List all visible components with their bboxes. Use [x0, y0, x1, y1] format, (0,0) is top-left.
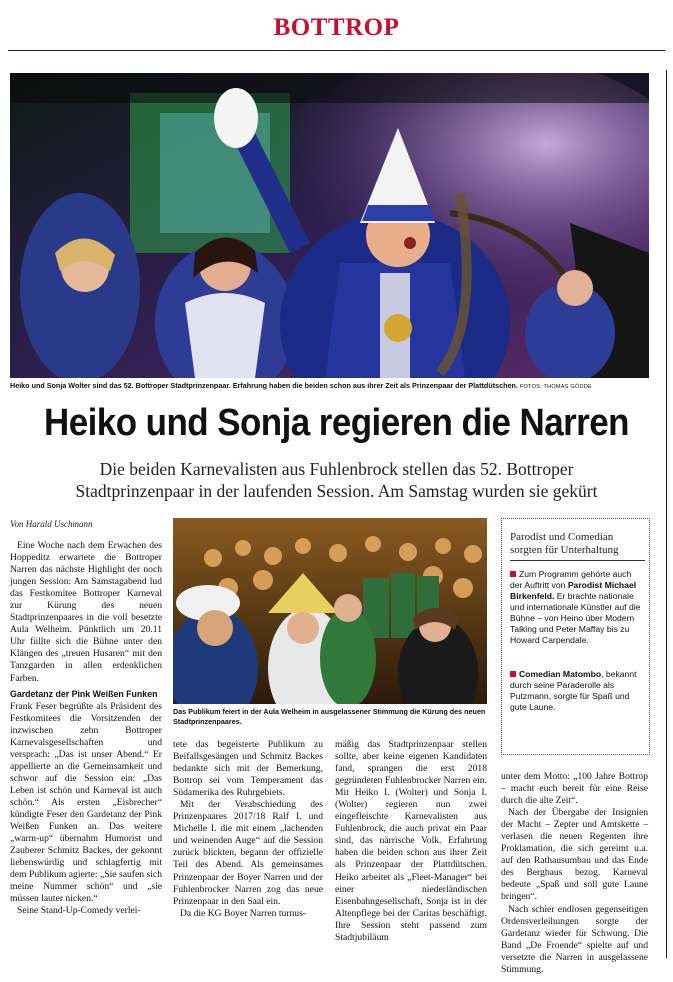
subheadline: [40, 458, 633, 502]
info-box-divider: [510, 560, 645, 561]
hero-caption: [10, 381, 650, 392]
crowd-photo: [173, 518, 487, 704]
paragraph: Seine Stand-Up-Comedy verlei-: [17, 905, 141, 917]
article-column-1: [10, 540, 162, 917]
info-box-title: Parodist und Comedian sorgten für Unterhaltung: [510, 531, 619, 556]
article-column-3: [335, 739, 487, 944]
bullet-square-icon: [510, 671, 516, 677]
headline: Heiko und Sonja regieren die Narren: [44, 402, 629, 444]
right-column-divider: [666, 70, 667, 958]
paragraph: tete das begeisterte Publikum zu Beifallsgesängen und Schmitz Backes bedankte sich mit der Bemerkung, Bottrop sei vom Temperament das Südamerika des Ruhrgebiets.: [173, 739, 323, 799]
byline: Von Harald Uschmann: [10, 519, 93, 529]
header-divider: [8, 50, 665, 51]
paragraph: Da die KG Boyer Narren turnus-: [180, 907, 307, 919]
subhead: Gardetanz der Pink Weißen Funken: [10, 688, 158, 699]
article-column-2: [173, 739, 323, 920]
bullet-square-icon: [510, 571, 516, 577]
info-box-item: Zum Programm gehörte auch der Auftritt von Parodist Michael Birkenfeld. Er brachte nationale und internationale Künstler auf die Bühne – von Heino über Modern Talking und Peter Maffay bis zu Howard Carpendale.: [510, 569, 641, 645]
paragraph: mäßig das Stadtprinzenpaar stellen sollte, aber keine eigenen Kandidaten fand, sprangen die erst 2018 gegründeten Fuhlenbrocker Narren ein. Mit Heiko I. (Wolter) und Sonja I.(Wolter) regieren nun zwei eingefleischte Karnevalisten aus Fuhlenbrock, die auch privat ein Paar sind, das närrische Volk. Erfahrung haben die beiden schon aus ihrer Zeit als Prinzenpaar der Plattdütschen. Heiko arbeitet als „Fleet-Manager“ bei einer niederländischen Eisenbahngesellschaft, Sonja ist in der Altenpflege bei der Caritas beschäftigt. Ihre Session steht passend zum Stadtjubiläum: [335, 739, 487, 943]
hero-photo: [10, 73, 649, 378]
info-box: [501, 518, 650, 755]
paragraph: Frank Feser begrüßte als Präsident des Festkomitees die Vorsitzenden der inzwischen zehn Bottroper Karnevalsgesellschaften und versprach: „Das ist unser Abend.“ Er appellierte an die Gemeinsamkeit und schwor auf die Session ein: „Das Leben ist schön und Karneval ist auch schön.“ Als ersten „Eisbrecher“ kündigte Feser den Gardetanz der Pink Weißen Funken an. Das weitere „warm-up“ übernahm Humorist und Zauberer Schmitz Backes, der gekonnt liebenswürdig und schlagfertig mit dem Publikum agierte: „Sie saufen sich meine Nummer schön“ und „sie müssen lauter nicken.“: [10, 700, 162, 905]
paragraph: unter dem Motto: „100 Jahre Bottrop – macht euch bereit für eine Reise durch die alte Zeit“.: [501, 771, 648, 807]
paragraph: Nach der Übergabe der Insignien der Macht – Zepter und Amtskette – verlasen die neuen Regenten ihre Proklamation, die sich gereimt u.a. auf den Rathausumbau und das Ende des Bergbaus bezog. Karneval bedeute „Spaß und soll gute Laune bringen“.: [501, 807, 648, 903]
hero-caption-text: Heiko und Sonja Wolter sind das 52. Bottroper Stadtprinzenpaar. Erfahrung haben die beiden schon aus ihrer Zeit als Prinzenpaar der Plattdütschen.: [10, 381, 518, 390]
subheadline-line-2: Stadtprinzenpaar in der laufenden Session. Am Samstag wurden sie gekürt: [75, 481, 598, 501]
info-box-item: Comedian Matombo, bekannt durch seine Paraderolle als Putzmann, sorgte für Spaß und gute Laune.: [510, 669, 637, 712]
subheadline-line-1: Die beiden Karnevalisten aus Fuhlenbrock stellen das 52. Bottroper: [99, 459, 574, 479]
paragraph: Eine Woche nach dem Erwachen des Hoppeditz erwartete die Bottroper Narren das nächste Highlight der noch jungen Session: Am Samstagabend lud das Festkomitee Bottroper Karneval zur Kürung des neuen Stadtprinzenpaares in die voll besetzte Aula Welheim. Pünktlich um 20.11 Uhr füllte sich die Bühne unter den Klängen des „treuen Husaren“ mit den Tanzgarden in allen erdenklichen Farben.: [10, 540, 162, 684]
crowd-caption: Das Publikum feiert in der Aula Welheim in ausgelassener Stimmung die Kürung des neuen Stadtprinzenpaares.: [173, 707, 486, 726]
paragraph: Nach schier endlosen gegenseitigen Ordensverleihungen sorgte der Gardetanz wieder für Schwung. Die Band „De Froende“ spielte auf und versetzte die Narren in ausgelassene Stimmung.: [501, 903, 648, 975]
section-title: BOTTROP: [273, 14, 400, 41]
article-column-4: [501, 771, 648, 976]
section-header: [0, 0, 673, 50]
paragraph: Mit der Verabschiedung des Prinzenpaares 2017/18 Ralf I. und Michelle I. die mit einem „lachenden und weinenden Auge“ auf die Session zurück blickten, begann der offizielle Teil des Abend. Als gemeinsames Prinzenpaar der Boyer Narren und der Fuhlenbrocker Narren zog das neue Prinzenpaar in den Saal ein.: [173, 799, 323, 907]
photo-credit: FOTOS: THOMAS GÖDDE: [519, 384, 592, 390]
